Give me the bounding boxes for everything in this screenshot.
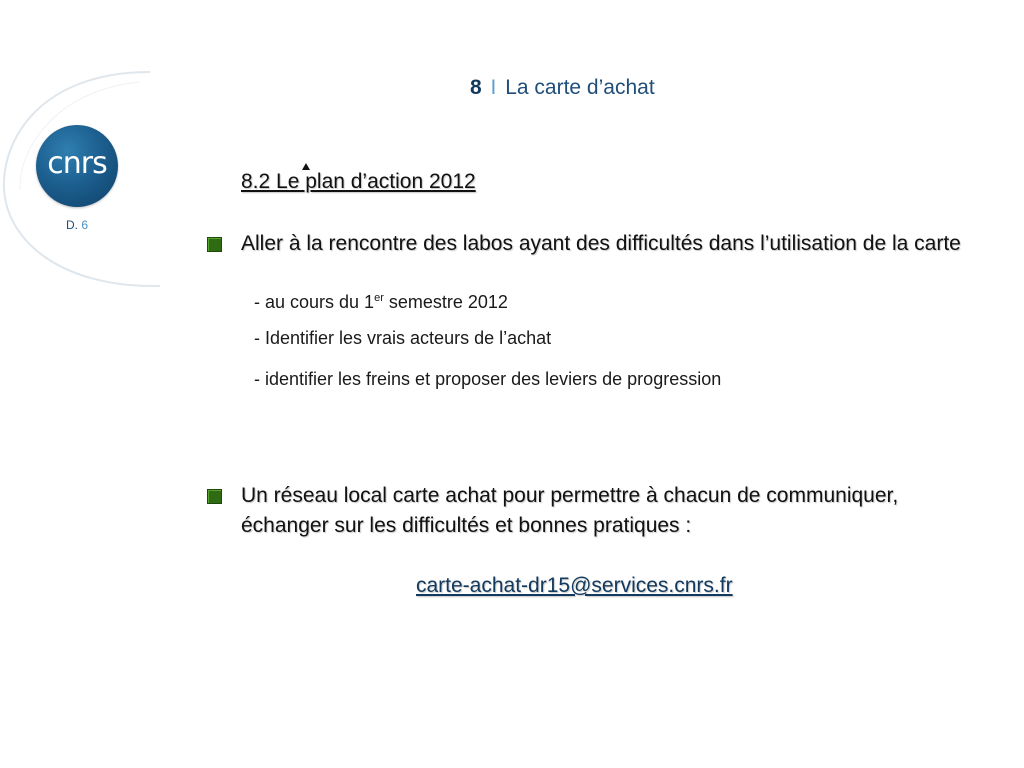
logo-text: cnrs bbox=[47, 145, 107, 181]
slide-header bbox=[470, 76, 655, 100]
subitem-semestre-prefix: - au cours du 1 bbox=[254, 292, 375, 312]
subitem-freins: - identifier les freins et proposer des leviers de progression bbox=[254, 369, 722, 389]
page-indicator bbox=[66, 218, 88, 232]
bullet-2-text: Un réseau local carte achat pour permettre à chacun de communiquer, échanger sur les difficultés et bonnes pratiques : bbox=[241, 484, 899, 537]
bullet-square-icon bbox=[207, 489, 222, 504]
bullet-square-icon bbox=[207, 237, 222, 252]
subitem-semestre-sup: er bbox=[374, 292, 384, 304]
section-title: 8.2 Le plan d’action 2012 bbox=[241, 170, 476, 193]
bullet-1-text: Aller à la rencontre des labos ayant des difficultés dans l’utilisation de la carte bbox=[241, 232, 961, 255]
subitem-acteurs: - Identifier les vrais acteurs de l’achat bbox=[254, 328, 552, 348]
header-title: La carte d’achat bbox=[505, 76, 655, 99]
cnrs-logo bbox=[36, 125, 118, 207]
subitem-semestre bbox=[254, 292, 508, 313]
subitem-semestre-suffix: semestre 2012 bbox=[383, 292, 508, 312]
caret-marker bbox=[302, 163, 310, 170]
header-number: 8 bbox=[470, 76, 482, 99]
email-link[interactable]: carte-achat-dr15@services.cnrs.fr bbox=[416, 574, 733, 597]
page-number: 6 bbox=[81, 218, 89, 232]
header-separator: I bbox=[490, 76, 497, 99]
page-prefix: D. bbox=[66, 218, 78, 232]
